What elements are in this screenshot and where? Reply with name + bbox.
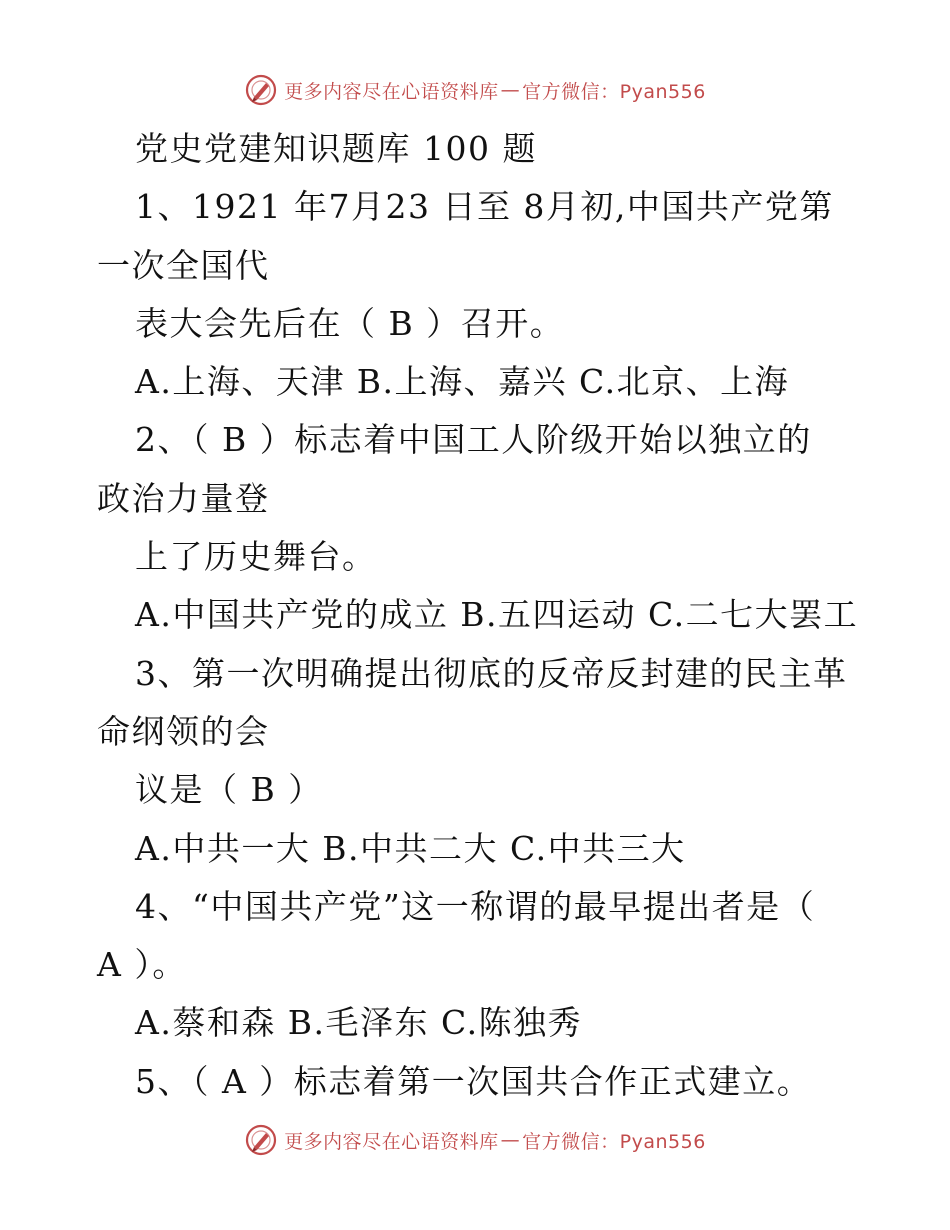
text-line: 一次全国代 [97, 245, 270, 285]
text-line: 命纲领的会 [97, 711, 270, 751]
text-line: A ）。 [97, 945, 187, 985]
watermark-footer [0, 1120, 950, 1160]
text-line: 议是（ B ） [135, 770, 323, 810]
watermark-contact: 官方微信：Pyan556 [522, 80, 706, 103]
pen-logo-icon [244, 1123, 278, 1157]
text-line: A.蔡和森 B.毛泽东 C.陈独秀 [135, 1003, 583, 1043]
document-title: 党史党建知识题库 100 题 [135, 129, 537, 168]
document-lines [0, 120, 950, 1111]
text-line: 5、（ A ）标志着第一次国共合作正式建立。 [135, 1061, 812, 1101]
watermark-contact: 官方微信：Pyan556 [522, 1130, 706, 1153]
pen-logo-icon [244, 73, 278, 107]
text-line: 3、第一次明确提出彻底的反帝反封建的民主革 [135, 653, 848, 693]
document-body [0, 120, 950, 1111]
watermark-header [0, 70, 950, 110]
watermark-text: 更多内容尽在心语资料库 [284, 80, 499, 103]
watermark-separator: — [500, 1129, 521, 1151]
text-line: 2、（ B ）标志着中国工人阶级开始以独立的 [135, 420, 812, 460]
text-line: A.上海、天津 B.上海、嘉兴 C.北京、上海 [135, 362, 790, 402]
text-line: 上了历史舞台。 [135, 537, 377, 577]
text-line: 1、1921 年7月23 日至 8月初,中国共产党第 [135, 187, 834, 227]
text-line: 政治力量登 [97, 478, 270, 518]
text-line: 4、“中国共产党”这一称谓的最早提出者是（ [135, 886, 816, 926]
watermark-separator: — [500, 79, 521, 101]
watermark-text: 更多内容尽在心语资料库 [284, 1130, 499, 1153]
text-line: 表大会先后在（ B ）召开。 [135, 303, 565, 343]
text-line: A.中共一大 B.中共二大 C.中共三大 [135, 828, 686, 868]
text-line: A.中国共产党的成立 B.五四运动 C.二七大罢工 [135, 595, 859, 635]
